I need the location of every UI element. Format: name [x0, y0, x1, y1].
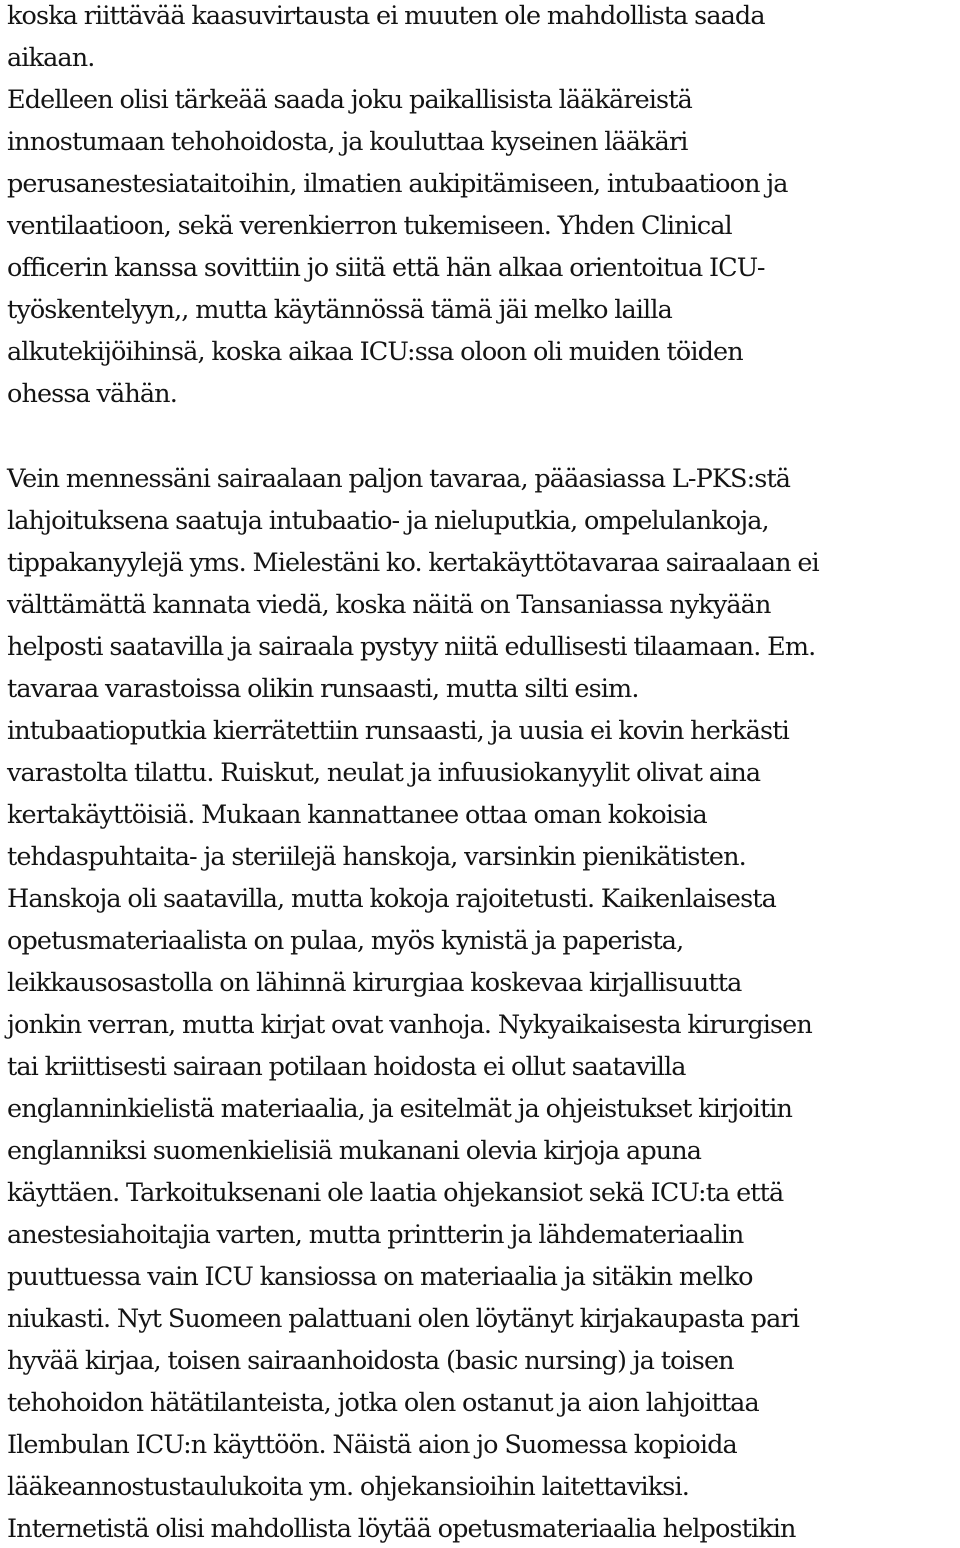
text-line: tavaraa varastoissa olikin runsaasti, mutta silti esim. [7, 674, 639, 704]
text-line: lahjoituksena saatuja intubaatio- ja nieluputkia, ompelulankoja, [7, 506, 769, 536]
text-line: tippakanyylejä yms. Mielestäni ko. kertakäyttötavaraa sairaalaan ei [7, 548, 819, 578]
text-line: kertakäyttöisiä. Mukaan kannattanee ottaa oman kokoisia [7, 800, 707, 830]
text-line: lääkeannostustaulukoita ym. ohjekansioihin laitettaviksi. [7, 1472, 689, 1502]
text-line: Edelleen olisi tärkeää saada joku paikallisista lääkäreistä [7, 85, 692, 115]
text-line: tai kriittisesti sairaan potilaan hoidosta ei ollut saatavilla [7, 1052, 686, 1082]
text-line: officerin kanssa sovittiin jo siitä että hän alkaa orientoitua ICU- [7, 253, 765, 283]
text-line: niukasti. Nyt Suomeen palattuani olen löytänyt kirjakaupasta pari [7, 1304, 799, 1334]
text-line: alkutekijöihinsä, koska aikaa ICU:ssa oloon oli muiden töiden [7, 337, 743, 367]
text-line: perusanestesiataitoihin, ilmatien aukipitämiseen, intubaatioon ja [7, 169, 788, 199]
text-line: jonkin verran, mutta kirjat ovat vanhoja. Nykyaikaisesta kirurgisen [7, 1010, 812, 1040]
text-line: välttämättä kannata viedä, koska näitä on Tansaniassa nykyään [7, 590, 771, 620]
text-line: ohessa vähän. [7, 379, 177, 409]
text-line: anestesiahoitajia varten, mutta printterin ja lähdemateriaalin [7, 1220, 744, 1250]
text-line: Ilembulan ICU:n käyttöön. Näistä aion jo Suomessa kopioida [7, 1430, 737, 1460]
text-line: puuttuessa vain ICU kansiossa on materiaalia ja sitäkin melko [7, 1262, 753, 1292]
text-line: leikkausosastolla on lähinnä kirurgiaa koskevaa kirjallisuutta [7, 968, 742, 998]
text-line: ventilaatioon, sekä verenkierron tukemiseen. Yhden Clinical [7, 211, 732, 241]
text-line: työskentelyyn,, mutta käytännössä tämä jäi melko lailla [7, 295, 672, 325]
text-line: Vein mennessäni sairaalaan paljon tavaraa, pääasiassa L-PKS:stä [7, 464, 791, 494]
text-line: aikaan. [7, 43, 95, 73]
text-line: tehdaspuhtaita- ja steriilejä hanskoja, varsinkin pienikätisten. [7, 842, 746, 872]
text-line: englanninkielistä materiaalia, ja esitelmät ja ohjeistukset kirjoitin [7, 1094, 793, 1124]
text-line: intubaatioputkia kierrätettiin runsaasti, ja uusia ei kovin herkästi [7, 716, 789, 746]
text-line: tehohoidon hätätilanteista, jotka olen ostanut ja aion lahjoittaa [7, 1388, 759, 1418]
text-line: Hanskoja oli saatavilla, mutta kokoja rajoitetusti. Kaikenlaisesta [7, 884, 776, 914]
text-line: koska riittävää kaasuvirtausta ei muuten ole mahdollista saada [7, 1, 765, 31]
text-line: helposti saatavilla ja sairaala pystyy niitä edullisesti tilaamaan. Em. [7, 632, 816, 662]
text-line: opetusmateriaalista on pulaa, myös kynistä ja paperista, [7, 926, 684, 956]
text-line: hyvää kirjaa, toisen sairaanhoidosta (basic nursing) ja toisen [7, 1346, 734, 1376]
text-line: Internetistä olisi mahdollista löytää opetusmateriaalia helpostikin [7, 1514, 796, 1544]
text-line: innostumaan tehohoidosta, ja kouluttaa kyseinen lääkäri [7, 127, 688, 157]
text-line: englanniksi suomenkielisiä mukanani olevia kirjoja apuna [7, 1136, 702, 1166]
text-line: varastolta tilattu. Ruiskut, neulat ja infuusiokanyylit olivat aina [7, 758, 761, 788]
text-line: käyttäen. Tarkoituksenani ole laatia ohjekansiot sekä ICU:ta että [7, 1178, 784, 1208]
